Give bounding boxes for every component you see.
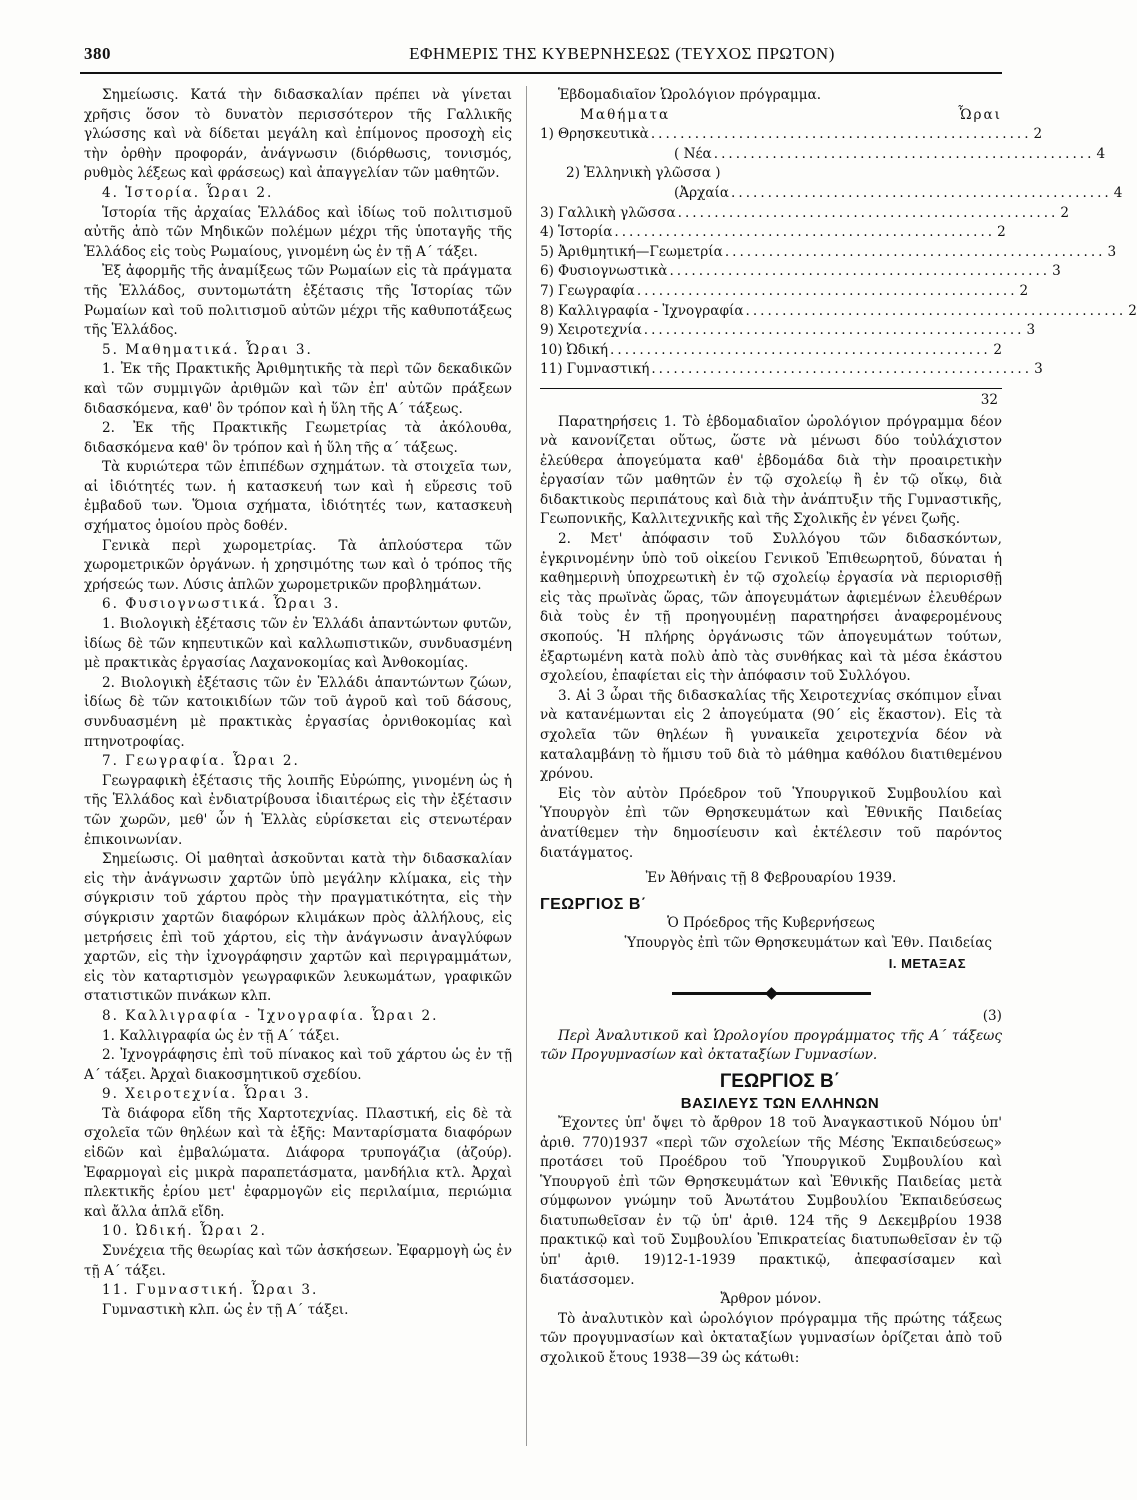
schedule-row: 4) Ἱστορία .................................................... 2 xyxy=(540,223,1002,243)
schedule-row-subject: ( Νέα xyxy=(674,145,712,162)
schedule-row-number: 11) xyxy=(540,361,563,378)
section-drawing-heading: 8. Καλλιγραφία - Ἰχνογραφία. Ὧραι 2. xyxy=(102,1007,439,1024)
section-history-p1: Ἱστορία τῆς ἀρχαίας Ἑλλάδος καὶ ἰδίως τοῦ πολιτισμοῦ αὐτῆς ἀπὸ τῶν Μηδικῶν πολέμων μέχρι τῆς ὑποταγῆς τῆς Ἑλλάδος εἰς τοὺς Ρωμαίους, γινομένη ὡς ἐν τῇ Α΄ τάξει. xyxy=(84,204,512,260)
page-number: 380 xyxy=(84,44,111,63)
king-subtitle: ΒΑΣΙΛΕΥΣ ΤΩΝ ΕΛΛΗΝΩΝ xyxy=(680,1094,880,1112)
schedule-row-hours: 3 xyxy=(1052,263,1061,280)
section-drawing-p1: 1. Καλλιγραφία ὡς ἐν τῇ Α΄ τάξει. xyxy=(102,1027,340,1044)
schedule-row-subject: Ἱστορία xyxy=(557,224,613,241)
schedule-row: 11) Γυμναστική .................................................... 3 xyxy=(540,360,1002,380)
schedule-col-subjects: Μαθήματα xyxy=(580,106,671,123)
observation-2: 2. Μετ' ἀπόφασιν τοῦ Συλλόγου τῶν διδασκόντων, ἐγκρινομένην ὑπὸ τοῦ οἰκείου Γενικοῦ Ἐπιθεωρητοῦ, δύναται ἡ καθημερινὴ ὑποχρεωτικὴ ἐν τῷ σχολείῳ ἐργασία νὰ περιορισθῇ εἰς τὰς πρωϊνὰς ὥρας, τῶν ἀπογευμάτων ἀφιεμένων ἐλευθέρων διὰ τοὺς ἐν τῇ προηγουμένῃ παρατηρήσει ἀναφερομένους σκοπούς. Ἡ πλήρης ὀργάνωσις τῶν ἀπογευμάτων τούτων, ἐξαρτωμένη κατὰ πολὺ ἀπὸ τὰς συνθήκας καὶ τὰ μέσα ἑκάστου σχολείου, ἐπαφίεται εἰς τὴν ἀπόφασιν τοῦ Συλλόγου. xyxy=(540,531,1002,685)
schedule-row-number: 4) xyxy=(540,224,554,241)
section-handcraft-p1: Τὰ διάφορα εἴδη τῆς Χαρτοτεχνίας. Πλαστική, εἰς δὲ τὰ σχολεῖα τῶν θηλέων καὶ τὰ ἑξῆς: Μανταρίσματα διαφόρων εἰδῶν καὶ ἐμβαλώματα. Διάφορα τρυπογάζια (ἀζούρ). Ἐφαρμογαὶ εἰς μικρὰ παραπετάσματα, μανδήλια κτλ. Ἀρχαὶ πλεκτικῆς ἐρίου μετ' ἐφαρμογῶν εἰς περιλαίμια, περιώμια καὶ ἄλλα ἁπλᾶ εἴδη. xyxy=(84,1105,512,1220)
schedule-row: 6) Φυσιογνωστικὰ .................................................... 3 xyxy=(540,262,1002,282)
schedule-row: 9) Χειροτεχνία .................................................... 3 xyxy=(540,321,1002,341)
schedule-row-hours: 3 xyxy=(1026,322,1036,339)
section-gym-heading: 11. Γυμναστική. Ὧραι 3. xyxy=(102,1282,319,1299)
section-gym-p1: Γυμναστικὴ κλπ. ὡς ἐν τῇ Α΄ τάξει. xyxy=(102,1301,349,1318)
weekly-schedule xyxy=(540,106,1137,411)
section-geography-p1: Γεωγραφικὴ ἐξέτασις τῆς λοιπῆς Εὐρώπης, γινομένη ὡς ἡ τῆς Ἑλλάδος καὶ ἐνδιατρίβουσα ἰδιαιτέρως εἰς τὴν ἐξέτασιν τῶν χωρῶν, μεθ' ὧν ἡ Ἑλλὰς εὑρίσκεται εἰς στενωτέραν ἐπικοινωνίαν. xyxy=(84,772,512,848)
schedule-row-number: 7) xyxy=(540,282,554,299)
left-column xyxy=(84,86,512,1320)
observation-4: Εἰς τὸν αὐτὸν Πρόεδρον τοῦ Ὑπουργικοῦ Συμβουλίου καὶ Ὑπουργὸν ἐπὶ τῶν Θρησκευμάτων καὶ Ἐθνικῆς Παιδείας ἀνατίθεμεν τὴν δημοσίευσιν καὶ ἐκτέλεσιν τοῦ παρόντος διατάγματος. xyxy=(540,785,1002,861)
schedule-row-hours: 3 xyxy=(1034,361,1043,378)
section-drawing-p2: 2. Ἰχνογράφησις ἐπὶ τοῦ πίνακος καὶ τοῦ χάρτου ὡς ἐν τῇ Α΄ τάξει. Ἀρχαὶ διακοσμητικοῦ σχεδίου. xyxy=(84,1047,512,1083)
section-geography-heading: 7. Γεωγραφία. Ὧραι 2. xyxy=(102,753,300,770)
schedule-row: 7) Γεωγραφία .................................................... 2 xyxy=(540,282,1002,302)
right-column xyxy=(540,86,1137,1369)
section-nature-heading: 6. Φυσιογνωστικά. Ὧραι 3. xyxy=(102,596,341,613)
schedule-row-hours: 2 xyxy=(1033,126,1043,143)
schedule-row-subject: Χειροτεχνία xyxy=(557,322,642,339)
schedule-row-subject: Γυμναστική xyxy=(566,361,650,378)
king-signature: ΓΕΩΡΓΙΟΣ Β΄ xyxy=(540,895,647,913)
schedule-row-subject: Ἀριθμητική—Γεωμετρία xyxy=(557,243,723,260)
schedule-row: 10) Ὠδική .................................................... 2 xyxy=(540,341,1002,361)
schedule-row-hours: 2 xyxy=(997,224,1006,241)
schedule-row-hours: 3 xyxy=(1107,243,1117,260)
schedule-row-number: 6) xyxy=(540,263,554,280)
article-heading: Ἄρθρον μόνον. xyxy=(720,1291,822,1308)
section-math-p1: 1. Ἐκ τῆς Πρακτικῆς Ἀριθμητικῆς τὰ περὶ τῶν δεκαδικῶν καὶ τῶν συμμιγῶν ἀριθμῶν καὶ τῶν ἐπ' αὐτῶν πράξεων διδασκόμενα, καθ' ὃν τρόπον καὶ ἡ ὕλη τῆς Α΄ τάξεως. xyxy=(84,361,512,417)
article-text: Τὸ ἀναλυτικὸν καὶ ὡρολόγιον πρόγραμμα τῆς πρώτης τάξεως τῶν προγυμνασίων καὶ ὀκταταξίων γυμνασίων ὁρίζεται ἀπὸ τοῦ σχολικοῦ ἔτους 1938—39 ὡς κάτωθι: xyxy=(540,1310,1002,1367)
schedule-row-number: 10) xyxy=(540,341,563,358)
schedule-row: (Ἀρχαία .................................................... 4 xyxy=(540,184,1002,204)
schedule-row-subject: Φυσιογνωστικὰ xyxy=(557,263,668,280)
schedule-row-subject: Ἑλληνικὴ γλῶσσα ) xyxy=(584,165,721,182)
schedule-row-hours: 4 xyxy=(1096,145,1106,162)
schedule-row-subject: Γαλλικὴ γλῶσσα xyxy=(557,204,676,221)
section-geography-note: Σημείωσις. Οἱ μαθηταὶ ἀσκοῦνται κατὰ τὴν διδασκαλίαν εἰς τὴν ἀνάγνωσιν χαρτῶν ὑπὸ μεγάλην κλίμακα, εἰς τὴν σύγκρισιν τοῦ χάρτου πρὸς τὴν πραγματικότητα, εἰς τὴν σύγκρισιν χαρτῶν διαφόρων κλιμάκων πρὸς ἀλλήλους, εἰς μετρήσεις ἐπὶ τοῦ χάρτου, εἰς τὴν ἀνάγνωσιν ἀναγλύφων χαρτῶν, εἰς τὴν ἰχνογράφησιν χαρτῶν καὶ περιγραμμάτων, εἰς τὸν καταρτισμὸν γεωγραφικῶν λευκωμάτων, γραφικῶν στατιστικῶν πινάκων κλπ. xyxy=(84,851,512,1005)
schedule-header xyxy=(540,106,1002,126)
section-math-p3: Τὰ κυριώτερα τῶν ἐπιπέδων σχημάτων. τὰ στοιχεῖα των, αἱ ἰδιότητές των. ἡ κατασκευή των καὶ ἡ εὕρεσις τοῦ ἐμβαδοῦ των. Ὅμοια σχήματα, ἰδιότητές των, κατασκευὴ σχήματος ὁμοίου πρὸς δοθέν. xyxy=(84,459,512,535)
schedule-row-number: 8) xyxy=(540,302,554,319)
schedule-rows xyxy=(540,125,1137,380)
schedule-row: ( Νέα .................................................... 4 xyxy=(540,145,1002,165)
schedule-row-subject: Θρησκευτικὰ xyxy=(557,126,649,143)
section-nature-p1: 1. Βιολογικὴ ἐξέτασις τῶν ἐν Ἑλλάδι ἁπαντώντων φυτῶν, ἰδίως δὲ τῶν κηπευτικῶν καὶ καλλωπιστικῶν, συνδυασμένη μὲ πρακτικὰς ἐργασίας Λαχανοκομίας καὶ Ἀνθοκομίας. xyxy=(84,616,512,672)
king-title: ΓΕΩΡΓΙΟΣ Β΄ xyxy=(719,1070,841,1092)
schedule-total: 32 xyxy=(540,388,1002,411)
decree-date: Ἐν Ἀθήναις τῇ 8 Φεβρουαρίου 1939. xyxy=(645,870,897,887)
note-french: Σημείωσις. Κατά τὴν διδασκαλίαν πρέπει νὰ γίνεται χρῆσις ὅσον τὸ δυνατὸν περισσότερον τῆς Γαλλικῆς γλώσσης καὶ νὰ δίδεται μεγάλη καὶ ἐπίμονος προσοχὴ εἰς τὴν ὀρθὴν προφοράν, ἀνάγνωσιν (διόρθωσις, τονισμός, ρυθμὸς λέξεως καὶ φράσεως) καὶ ἀπαγγελίαν τῶν μαθητῶν. xyxy=(84,87,512,182)
decree-title: Περὶ Ἀναλυτικοῦ καὶ Ὡρολογίου προγράμματος τῆς Α΄ τάξεως τῶν Προγυμνασίων καὶ ὀκταταξίων Γυμνασίων. xyxy=(540,1027,1002,1064)
header-rule xyxy=(80,72,1002,74)
column-divider xyxy=(526,86,527,1446)
observation-3: 3. Αἱ 3 ὧραι τῆς διδασκαλίας τῆς Χειροτεχνίας σκόπιμον εἶναι νὰ κατανέμωνται εἰς 2 ἀπογεύματα (90΄ εἰς ἕκαστον). Εἰς τὰ σχολεῖα τῶν θηλέων ἢ γυναικεῖα χειροτεχνία δέον νὰ καταλαμβάνῃ τὸ ἥμισυ τοῦ διὰ τὸ μάθημα καθόλου διατιθεμένου χρόνου. xyxy=(540,687,1002,783)
schedule-row-subject: Ὠδική xyxy=(566,341,609,358)
schedule-row xyxy=(540,164,1002,184)
schedule-row-subject: Γεωγραφία xyxy=(557,282,635,299)
schedule-row-hours: 2 xyxy=(1128,302,1137,319)
decree-number: (3) xyxy=(982,1008,1002,1025)
gazette-title: ΕΦΗΜΕΡΙΣ ΤΗΣ ΚΥΒΕΡΝΗΣΕΩΣ (ΤΕΥΧΟΣ ΠΡΩΤΟΝ) xyxy=(409,44,835,63)
schedule-row-number: 9) xyxy=(540,322,554,339)
schedule-row: 8) Καλλιγραφία - Ἰχνογραφία .................................................... 2 xyxy=(540,302,1002,322)
page-header xyxy=(84,44,1000,70)
section-math-p4: Γενικὰ περὶ χωρομετρίας. Τὰ ἁπλούστερα τῶν χωρομετρικῶν ὀργάνων. ἡ χρησιμότης των καὶ ὁ τρόπος τῆς χρήσεώς των. Λύσις ἁπλῶν χωρομετρικῶν προβλημάτων. xyxy=(84,537,512,593)
section-history-heading: 4. Ἱστορία. Ὧραι 2. xyxy=(102,184,274,201)
section-math-heading: 5. Μαθηματικά. Ὧραι 3. xyxy=(102,341,313,358)
schedule-row-hours: 2 xyxy=(1060,204,1070,221)
schedule-row-number: 2) xyxy=(566,165,580,182)
observation-1: Παρατηρήσεις 1. Τὸ ἑβδομαδιαῖον ὡρολόγιον πρόγραμμα δέον νὰ κανονίζεται οὕτως, ὥστε νὰ μένωσι δύο τοὐλάχιστον ἐλεύθερα ἀπογεύματα καθ' ἑβδομάδα διὰ τὴν προαιρετικὴν ἐργασίαν τῶν μαθητῶν ἐν τῷ σχολείῳ ἢ ἐν τῷ οἴκῳ, διὰ διδακτικοὺς περιπάτους καὶ διὰ τὴν ἀνάπτυξιν τῆς Γυμναστικῆς, Γεωπονικῆς, Καλλιτεχνικῆς καὶ τῆς Σχολικῆς ἐν γένει ζωῆς. xyxy=(540,413,1002,528)
schedule-row-subject: Καλλιγραφία - Ἰχνογραφία xyxy=(557,302,744,319)
schedule-row: 3) Γαλλικὴ γλῶσσα .................................................... 2 xyxy=(540,204,1002,224)
schedule-row: 1) Θρησκευτικὰ .................................................... 2 xyxy=(540,125,1002,145)
schedule-row-number: 1) xyxy=(540,126,554,143)
schedule-row-number: 3) xyxy=(540,204,554,221)
schedule-title: Ἑβδομαδιαῖον Ὡρολόγιον πρόγραμμα. xyxy=(558,87,822,103)
separator-ornament xyxy=(540,987,1002,999)
schedule-col-hours: Ὧραι xyxy=(958,106,1002,123)
section-handcraft-heading: 9. Χειροτεχνία. Ὧραι 3. xyxy=(102,1086,311,1103)
section-math-p2: 2. Ἐκ τῆς Πρακτικῆς Γεωμετρίας τὰ ἀκόλουθα, διδασκόμενα καθ' ὃν τρόπον καὶ ἡ ὕλη τῆς α΄ τάξεως. xyxy=(84,420,512,456)
section-music-heading: 10. Ὠδική. Ὧραι 2. xyxy=(102,1223,267,1240)
section-nature-p2: 2. Βιολογικὴ ἐξέτασις τῶν ἐν Ἑλλάδι ἁπαντώντων ζώων, ἰδίως δὲ τῶν κατοικιδίων τῶν τοῦ ἀγροῦ καὶ τοῦ δάσους, συνδυασμένη μὲ πρακτικὰς ἐργασίας ὀρνιθοκομίας καὶ πτηνοτροφίας. xyxy=(84,674,512,750)
schedule-row: 5) Ἀριθμητική—Γεωμετρία .................................................... 3 xyxy=(540,243,1002,263)
decree-preamble: Ἔχοντες ὑπ' ὄψει τὸ ἄρθρον 18 τοῦ Ἀναγκαστικοῦ Νόμου ὑπ' ἀριθ. 770)1937 «περὶ τῶν σχολείων τῆς Μέσης Ἐκπαιδεύσεως» προτάσει τοῦ Προέδρου τοῦ Ὑπουργικοῦ Συμβουλίου καὶ Ὑπουργοῦ ἐπὶ τῶν Θρησκευμάτων καὶ Ἐθνικῆς Παιδείας μετὰ σύμφωνον γνώμην τοῦ Ἀνωτάτου Συμβουλίου Ἐκπαιδεύσεως διατυπωθεῖσαν ἐν τῷ ὑπ' ἀριθ. 124 τῆς 9 Δεκεμβρίου 1938 πρακτικῷ καὶ τοῦ Συμβουλίου Ἐπικρατείας διατυπωθεῖσαν ἐν τῷ ὑπ' ἀριθ. 19)12-1-1939 πρακτικῷ, ἀπεφασίσαμεν καὶ διατάσσομεν. xyxy=(540,1114,1002,1288)
signatory-title-1: Ὁ Πρόεδρος τῆς Κυβερνήσεως xyxy=(667,915,875,932)
signatory-title-2: Ὑπουργὸς ἐπὶ τῶν Θρησκευμάτων καὶ Ἐθν. Παιδείας xyxy=(624,934,992,951)
schedule-row-hours: 2 xyxy=(1019,282,1029,299)
schedule-row-hours: 2 xyxy=(993,341,1002,358)
schedule-row-hours: 4 xyxy=(1113,184,1123,201)
schedule-row-subject: (Ἀρχαία xyxy=(674,184,730,201)
schedule-row-number: 5) xyxy=(540,243,554,260)
section-music-p1: Συνέχεια τῆς θεωρίας καὶ τῶν ἀσκήσεων. Ἐφαρμογὴ ὡς ἐν τῇ Α΄ τάξει. xyxy=(84,1243,512,1279)
section-history-p2: Ἐξ ἀφορμῆς τῆς ἀναμίξεως τῶν Ρωμαίων εἰς τὰ πράγματα τῆς Ἑλλάδος, συντομωτάτη ἐξέτασις τῆς Ἱστορίας τῶν Ρωμαίων καὶ τοῦ πολιτισμοῦ αὐτῶν μέχρι τῆς καθυποτάξεως τῆς Ἑλλάδος. xyxy=(84,263,512,339)
metaxas-signature: Ι. ΜΕΤΑΞΑΣ xyxy=(888,955,966,971)
